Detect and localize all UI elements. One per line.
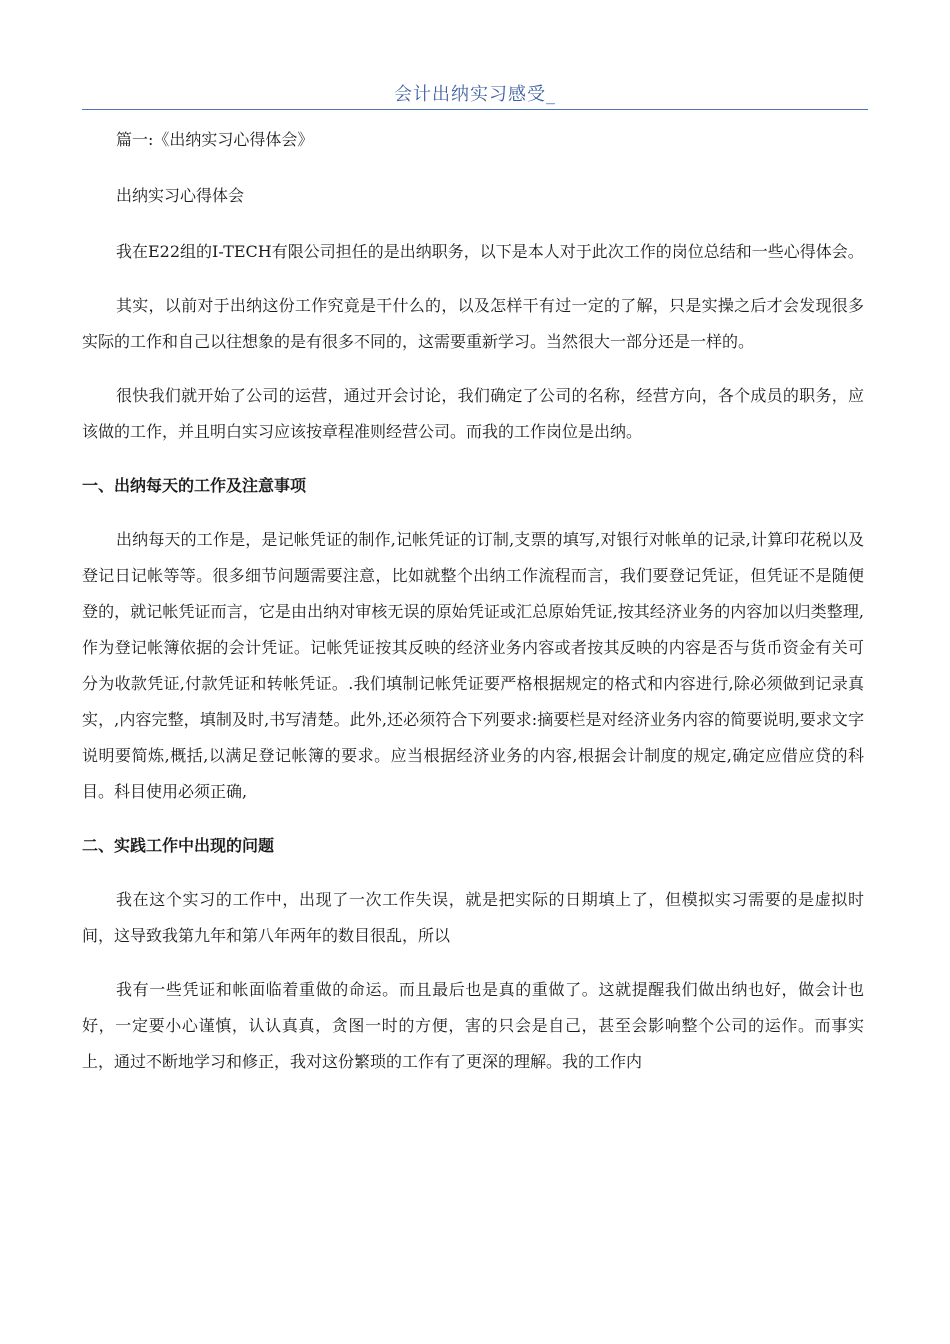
section-heading-problems: 二、实践工作中出现的问题 [82, 836, 275, 855]
intro-paragraph: 我在E22组的I-TECH有限公司担任的是出纳职务，以下是本人对于此次工作的岗位总结和一些心得体会。 [116, 242, 864, 261]
article-label: 篇一:《出纳实习心得体会》 [116, 130, 314, 149]
background-paragraph: 其实，以前对于出纳这份工作究竟是干什么的，以及怎样干有过一定的了解，只是实操之后才会发现很多实际的工作和自己以往想象的是有很多不同的，这需要重新学习。当然很大一部分还是一样的。 [82, 296, 864, 351]
daily-work-paragraph: 出纳每天的工作是，是记帐凭证的制作,记帐凭证的订制,支票的填写,对银行对帐单的记录,计算印花税以及登记日记帐等等。很多细节问题需要注意，比如就整个出纳工作流程而言，我们要登记凭证，但凭证不是随便登的，就记帐凭证而言，它是由出纳对审核无误的原始凭证或汇总原始凭证,按其经济业务的内容加以归类整理,作为登记帐簿依据的会计凭证。记帐凭证按其反映的经济业务内容或者按其反映的内容是否与货币资金有关可分为收款凭证,付款凭证和转帐凭证。.我们填制记帐凭证要严格根据规定的格式和内容进行,除必须做到记录真实，,内容完整，填制及时,书写清楚。此外,还必须符合下列要求:摘要栏是对经济业务内容的简要说明,要求文字说明要简炼,概括,以满足登记帐簿的要求。应当根据经济业务的内容,根据会计制度的规定,确定应借应贷的科目。科目使用必须正确, [82, 530, 864, 801]
problems-paragraph-1: 我在这个实习的工作中，出现了一次工作失误，就是把实际的日期填上了，但模拟实习需要的是虚拟时间，这导致我第九年和第八年两年的数目很乱，所以 [82, 890, 864, 945]
page-header [82, 82, 868, 110]
document-body [82, 122, 864, 1098]
problems-paragraph-2: 我有一些凭证和帐面临着重做的命运。而且最后也是真的重做了。这就提醒我们做出纳也好，做会计也好，一定要小心谨慎，认认真真，贪图一时的方便，害的只会是自己，甚至会影响整个公司的运作。而事实上，通过不断地学习和修正，我对这份繁琐的工作有了更深的理解。我的工作内 [82, 980, 864, 1071]
document-title: 会计出纳实习感受_ [394, 84, 556, 105]
article-subtitle: 出纳实习心得体会 [116, 186, 245, 205]
operation-paragraph: 很快我们就开始了公司的运营，通过开会讨论，我们确定了公司的名称，经营方向，各个成员的职务，应该做的工作，并且明白实习应该按章程准则经营公司。而我的工作岗位是出纳。 [82, 386, 864, 441]
section-heading-daily-work: 一、出纳每天的工作及注意事项 [82, 476, 307, 495]
